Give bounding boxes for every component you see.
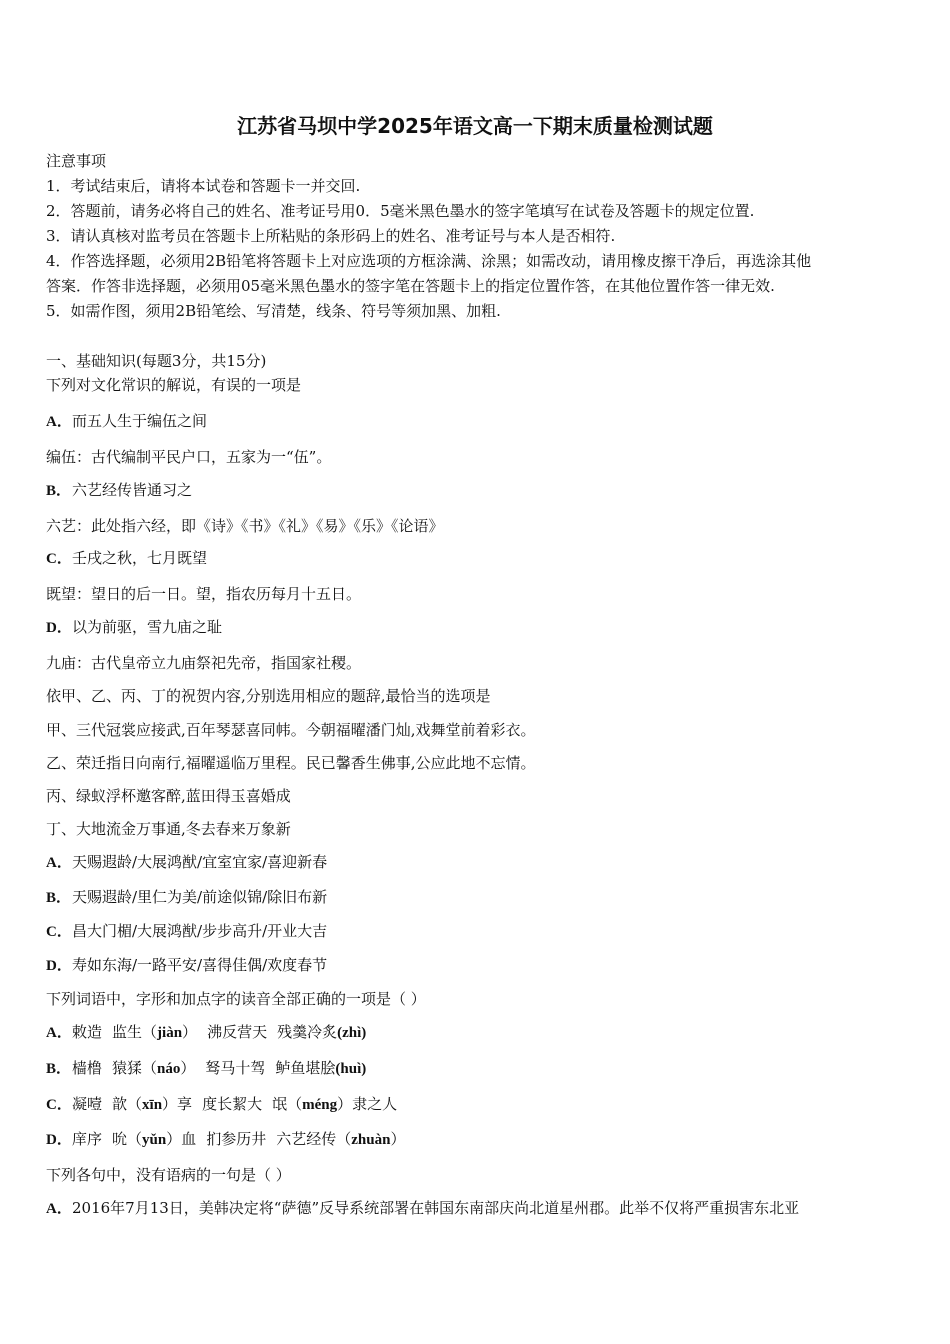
- pinyin: yǔn: [142, 1132, 167, 1148]
- option-label: D．: [46, 1132, 72, 1148]
- q3-option-b: [46, 1057, 916, 1080]
- notice-item-1: 1．考试结束后，请将本试卷和答题卡一并交回.: [46, 177, 361, 195]
- option-text: 六艺经传皆通习之: [72, 481, 193, 499]
- q1-stem: 下列对文化常识的解说，有误的一项是: [46, 376, 302, 394]
- word: 六艺经传（: [276, 1130, 352, 1148]
- option-label: A．: [46, 855, 72, 871]
- q1-option-c: [46, 547, 916, 570]
- pinyin: (zhì): [337, 1025, 367, 1041]
- word: 猿猱（: [112, 1059, 158, 1077]
- q2-item-yi: 乙、荣迁指日向南行,福曜遥临万里程。民已馨香生佛事,公应此地不忘情。: [46, 754, 536, 772]
- word: 庠序: [72, 1130, 103, 1148]
- q1-option-a-note: 编伍：古代编制平民户口，五家为一“伍”。: [46, 448, 332, 466]
- notice-item-4-cont: 答案．作答非选择题，必须用05毫米黑色墨水的签字笔在答题卡上的指定位置作答，在其他位置作答一律无效.: [46, 277, 775, 295]
- notice-item-3: 3．请认真核对监考员在答题卡上所粘贴的条形码上的姓名、准考证号与本人是否相符.: [46, 227, 616, 245]
- q4-option-a: [46, 1197, 916, 1220]
- notice-item-4: 4．作答选择题，必须用2B铅笔将答题卡上对应选项的方框涂满、涂黑；如需改动，请用橡皮擦干净后，再选涂其他: [46, 252, 812, 270]
- option-text: 而五人生于编伍之间: [72, 412, 208, 430]
- q2-item-ding: 丁、大地流金万事通,冬去春来万象新: [46, 820, 291, 838]
- option-text: 以为前驱，雪九庙之耻: [72, 618, 223, 636]
- q1-option-d-note: 九庙：古代皇帝立九庙祭祀先帝，指国家社稷。: [46, 654, 362, 672]
- q4-stem: 下列各句中，没有语病的一句是（ ）: [46, 1166, 291, 1184]
- word: ）隶之人: [337, 1095, 398, 1113]
- word: 扪参历井: [206, 1130, 267, 1148]
- q2-option-b: [46, 886, 916, 909]
- q2-item-jia: 甲、三代冠裳应接武,百年琴瑟喜同帏。今朝福曜潘门灿,戏舞堂前着彩衣。: [46, 721, 536, 739]
- option-text: 壬戌之秋，七月既望: [72, 549, 208, 567]
- q2-option-c: [46, 920, 916, 943]
- option-label: B．: [46, 483, 72, 499]
- word: 氓（: [272, 1095, 303, 1113]
- word: 敕造: [72, 1023, 103, 1041]
- q1-option-d: [46, 616, 916, 639]
- option-label: B．: [46, 1061, 72, 1077]
- q2-item-bing: 丙、绿蚁浮杯邀客醉,蓝田得玉喜婚成: [46, 787, 291, 805]
- q2-option-a: [46, 851, 916, 874]
- word: 凝噎: [72, 1095, 103, 1113]
- word: 沸反营天: [207, 1023, 268, 1041]
- word: ）享: [162, 1095, 193, 1113]
- notice-heading: 注意事项: [46, 152, 107, 170]
- word: 樯橹: [72, 1059, 103, 1077]
- pinyin: xīn: [142, 1097, 163, 1113]
- q1-option-b: [46, 479, 916, 502]
- word: ）: [180, 1059, 196, 1077]
- q2-option-d: [46, 954, 916, 977]
- word: ）血: [166, 1130, 197, 1148]
- pinyin: náo: [157, 1061, 181, 1077]
- q1-option-b-note: 六艺：此处指六经，即《诗》《书》《礼》《易》《乐》《论语》: [46, 517, 444, 535]
- q2-stem: 依甲、乙、丙、丁的祝贺内容,分别选用相应的题辞,最恰当的选项是: [46, 687, 491, 705]
- pinyin: zhuàn: [351, 1132, 391, 1148]
- word: 吮（: [112, 1130, 143, 1148]
- word: ）: [182, 1023, 198, 1041]
- option-label: D．: [46, 958, 72, 974]
- option-text: 寿如东海/一路平安/喜得佳偶/欢度春节: [72, 956, 328, 974]
- option-label: C．: [46, 924, 72, 940]
- notice-item-5: 5．如需作图，须用2B铅笔绘、写清楚，线条、符号等须加黑、加粗.: [46, 302, 501, 320]
- pinyin: méng: [302, 1097, 338, 1113]
- word: 驽马十驾: [205, 1059, 266, 1077]
- q3-stem: 下列词语中，字形和加点字的读音全部正确的一项是（ ）: [46, 990, 426, 1008]
- option-label: A．: [46, 414, 72, 430]
- section-heading: 一、基础知识(每题3分，共15分): [46, 352, 267, 370]
- notice-item-2: 2．答题前，请务必将自己的姓名、准考证号用0．5毫米黑色墨水的签字笔填写在试卷及答题卡的规定位置.: [46, 202, 755, 220]
- exam-title: 江苏省马坝中学2025年语文高一下期末质量检测试题: [237, 114, 713, 138]
- option-label: B．: [46, 890, 72, 906]
- q1-option-c-note: 既望：望日的后一日。望，指农历每月十五日。: [46, 585, 362, 603]
- option-text: 昌大门楣/大展鸿猷/步步高升/开业大吉: [72, 922, 328, 940]
- word: 度长絜大: [202, 1095, 263, 1113]
- word: 监生（: [112, 1023, 158, 1041]
- pinyin: (huì): [335, 1061, 367, 1077]
- option-label: C．: [46, 1097, 72, 1113]
- option-label: A．: [46, 1201, 72, 1217]
- option-label: A．: [46, 1025, 72, 1041]
- option-label: C．: [46, 551, 72, 567]
- pinyin: jiàn: [157, 1025, 183, 1041]
- word: 歆（: [112, 1095, 143, 1113]
- q3-option-a: [46, 1021, 916, 1044]
- q3-option-c: [46, 1093, 916, 1116]
- option-text: 天赐遐龄/大展鸿猷/宜室宜家/喜迎新春: [72, 853, 328, 871]
- q1-option-a: [46, 410, 916, 433]
- option-label: D．: [46, 620, 72, 636]
- word: ）: [390, 1130, 406, 1148]
- word: 鲈鱼堪脍: [275, 1059, 336, 1077]
- q3-option-d: [46, 1128, 916, 1151]
- word: 残羹冷炙: [277, 1023, 338, 1041]
- option-text: 2016年7月13日，美韩决定将“萨德”反导系统部署在韩国东南部庆尚北道星州郡。此举不仅将严重损害东北亚: [72, 1199, 800, 1217]
- option-text: 天赐遐龄/里仁为美/前途似锦/除旧布新: [72, 888, 328, 906]
